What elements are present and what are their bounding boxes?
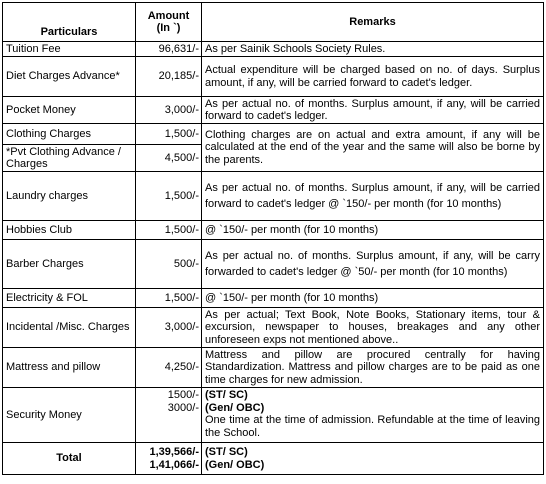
security-category-gen-obc: (Gen/ OBC) — [205, 401, 265, 414]
security-category-st-sc: (ST/ SC) — [205, 389, 248, 401]
total-amounts — [136, 443, 202, 475]
row-amount: 1,500/- — [136, 221, 202, 240]
row-amount: 4,500/- — [136, 145, 202, 172]
total-categories — [202, 443, 544, 475]
table-row — [3, 240, 544, 289]
total-row — [3, 443, 544, 475]
table-row — [3, 124, 544, 145]
row-remarks: As per Sainik Schools Society Rules. — [202, 42, 544, 57]
table-row — [3, 97, 544, 124]
total-category-st-sc: (ST/ SC) — [205, 446, 248, 458]
row-particulars: Electricity & FOL — [3, 289, 136, 308]
table-row — [3, 308, 544, 348]
row-amount: 3,000/- — [136, 97, 202, 124]
security-remarks — [202, 388, 544, 443]
row-remarks: Mattress and pillow are procured centrally for having Standardization. Mattress and pillow charges are to be paid as one time charges for new admission. — [202, 348, 544, 388]
row-amount: 1,500/- — [136, 124, 202, 145]
security-particulars: Security Money — [3, 388, 136, 443]
table-row — [3, 289, 544, 308]
row-amount: 4,250/- — [136, 348, 202, 388]
header-amount-label: Amount — [147, 9, 190, 22]
row-particulars: Incidental /Misc. Charges — [3, 308, 136, 348]
row-particulars: Pocket Money — [3, 97, 136, 124]
row-amount: 20,185/- — [136, 57, 202, 97]
row-amount: 96,631/- — [136, 42, 202, 57]
row-particulars: *Pvt Clothing Advance / Charges — [3, 145, 136, 172]
total-amount-st-sc: 1,39,566/- — [149, 446, 199, 458]
security-amounts — [136, 388, 202, 443]
security-note: One time at the time of admission. Refundable at the time of leaving the School. — [205, 414, 540, 439]
total-label: Total — [3, 443, 136, 475]
security-amount-gen-obc: 3000/- — [167, 401, 199, 414]
row-remarks: As per actual; Text Book, Note Books, Stationary items, tour & excursion, newspaper to houses, breakages and any other unforeseen exps not mentioned above.. — [202, 308, 544, 348]
row-remarks: As per actual no. of months. Surplus amount, if any, will be carry forwarded to cadet's ledger @ `50/- per month (for 10 months) — [202, 240, 544, 289]
row-particulars: Tuition Fee — [3, 42, 136, 57]
table-row — [3, 57, 544, 97]
row-remarks: Actual expenditure will be charged based on no. of days. Surplus amount, if any, will be carried forward to cadet's ledger. — [202, 57, 544, 97]
row-remarks: As per actual no. of months. Surplus amount, if any, will be carried forward to cadet's ledger @ `150/- per month (for 10 months) — [202, 172, 544, 221]
row-particulars: Clothing Charges — [3, 124, 136, 145]
table-row — [3, 221, 544, 240]
row-particulars: Hobbies Club — [3, 221, 136, 240]
row-amount: 1,500/- — [136, 172, 202, 221]
table-row — [3, 172, 544, 221]
header-particulars: Particulars — [3, 3, 136, 42]
table-row — [3, 42, 544, 57]
header-remarks: Remarks — [202, 3, 544, 42]
total-category-gen-obc: (Gen/ OBC) — [205, 458, 265, 471]
total-amount-gen-obc: 1,41,066/- — [149, 458, 199, 471]
row-particulars: Barber Charges — [3, 240, 136, 289]
row-amount: 3,000/- — [136, 308, 202, 348]
row-amount: 1,500/- — [136, 289, 202, 308]
header-amount-unit: (In `) — [156, 22, 181, 34]
row-particulars: Mattress and pillow — [3, 348, 136, 388]
row-remarks: As per actual no. of months. Surplus amount, if any, will be carried forward to cadet's ledger. — [202, 97, 544, 124]
security-amount-st-sc: 1500/- — [167, 389, 199, 401]
header-amount — [136, 3, 202, 42]
table-row — [3, 348, 544, 388]
header-row — [3, 3, 544, 42]
row-remarks: @ `150/- per month (for 10 months) — [202, 221, 544, 240]
row-amount: 500/- — [136, 240, 202, 289]
fee-structure-sheet — [2, 2, 543, 481]
fee-table — [2, 2, 544, 475]
row-particulars: Diet Charges Advance* — [3, 57, 136, 97]
row-remarks: @ `150/- per month (for 10 months) — [202, 289, 544, 308]
row-particulars: Laundry charges — [3, 172, 136, 221]
security-row — [3, 388, 544, 443]
clothing-remarks: Clothing charges are on actual and extra amount, if any will be calculated at the end of the year and the same will also be borne by the parents. — [202, 124, 544, 172]
